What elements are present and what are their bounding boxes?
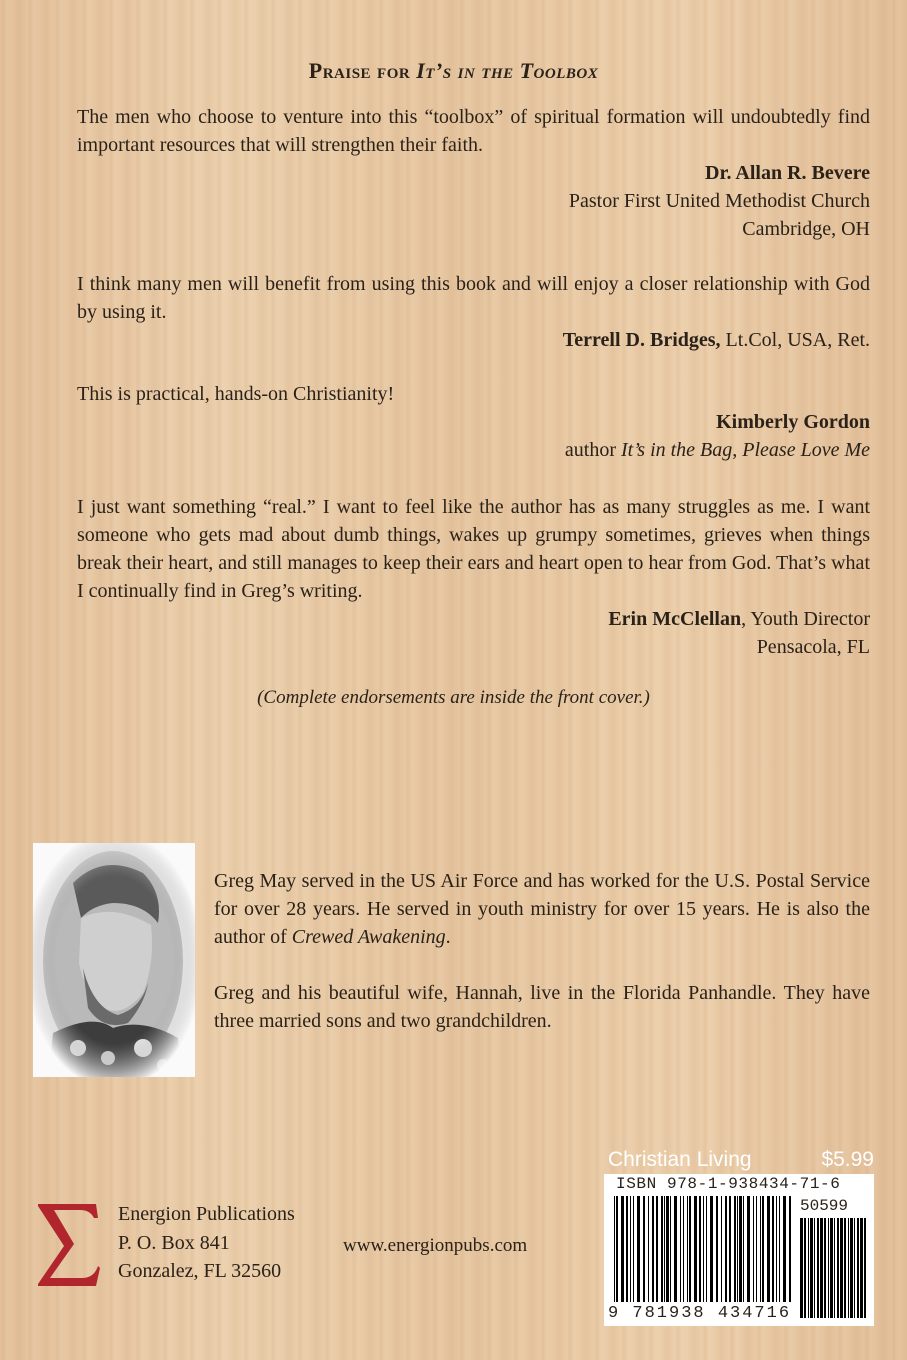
- addon-bar: [840, 1218, 843, 1318]
- addon-bar: [834, 1218, 835, 1318]
- barcode-bar: [656, 1196, 658, 1302]
- barcode-bar: [630, 1196, 631, 1302]
- bio-paragraph-2: Greg and his beautiful wife, Hannah, live in the Florida Panhandle. They have three married sons and two grandchildren.: [214, 982, 870, 1032]
- bio-book-title: Crewed Awakening: [291, 926, 446, 948]
- barcode-bar: [756, 1196, 757, 1302]
- addon-bar: [837, 1218, 839, 1318]
- endorsement-quote: I think many men will benefit from using this book and will enjoy a closer relationship with God by using it.: [77, 273, 870, 323]
- addon-bar: [850, 1218, 853, 1318]
- endorser-title: , Youth Director: [741, 608, 870, 630]
- price-label: $5.99: [821, 1148, 874, 1171]
- endorsement-quote: [77, 103, 870, 159]
- endorsements-note: (Complete endorsements are inside the front cover.): [257, 687, 650, 708]
- barcode-bar: [664, 1196, 665, 1302]
- barcode-bar: [753, 1196, 754, 1302]
- category-label: Christian Living: [608, 1148, 752, 1171]
- endorser-works-line: [77, 436, 870, 464]
- addon-bar: [810, 1218, 813, 1318]
- endorser-line: [77, 326, 870, 354]
- back-cover-heading: [0, 58, 907, 84]
- barcode-bar: [614, 1196, 615, 1302]
- endorser-location: Cambridge, OH: [742, 218, 870, 240]
- addon-bar: [808, 1218, 809, 1318]
- quote-text: The men who choose to venture into this “toolbox” of spiritual formation will undoubtedly find important resources that will strengthen their faith.: [77, 106, 870, 156]
- publisher-address-1: P. O. Box 841: [118, 1231, 230, 1254]
- retail-category-line: [608, 1147, 874, 1173]
- barcode-bar: [670, 1196, 671, 1302]
- addon-bar: [864, 1218, 866, 1318]
- endorsement-1: [77, 103, 870, 243]
- barcode-bar: [783, 1196, 786, 1302]
- barcode-bar: [760, 1196, 761, 1302]
- barcode-bar: [674, 1196, 677, 1302]
- barcode-bar: [725, 1196, 727, 1302]
- barcode-bar: [648, 1196, 649, 1302]
- barcode-bar: [616, 1196, 618, 1302]
- barcode-bar: [716, 1196, 718, 1302]
- publisher-name: Energion Publications: [118, 1203, 295, 1225]
- endorser-title: Pastor First United Methodist Church: [568, 190, 870, 212]
- barcode-bar: [710, 1196, 713, 1302]
- barcode-bar: [694, 1196, 697, 1302]
- barcode-bar: [689, 1196, 691, 1302]
- endorsement-quote: I just want something “real.” I want to feel like the author has as many struggles as me. I want someone who gets mad about dumb things, wakes up grumpy sometimes, grieves when things break their heart, and still manages to keep their ears and heart open to hear from God. That’s what I continually find in Greg’s writing.: [77, 496, 870, 602]
- bio-paragraph-1: [214, 867, 870, 951]
- bio-end: .: [445, 926, 451, 948]
- barcode-bar: [721, 1196, 722, 1302]
- barcode-digits: 9 781938 434716: [608, 1304, 792, 1323]
- barcode-bar: [729, 1196, 731, 1302]
- barcode-bar: [762, 1196, 764, 1302]
- endorser-name: Kimberly Gordon: [716, 411, 870, 433]
- endorser-name: Dr. Allan R. Bevere: [705, 162, 870, 184]
- barcode-bar: [680, 1196, 681, 1302]
- barcode-bar: [643, 1196, 645, 1302]
- barcode-bar: [699, 1196, 701, 1302]
- author-bio-2: [214, 979, 870, 1035]
- barcode-bar: [789, 1196, 791, 1302]
- addon-bar: [830, 1218, 833, 1318]
- bio-text: Greg May served in the US Air Force and has worked for the U.S. Postal Service for over 28 years. He served in youth ministry for over 15 years. He is also the author of: [214, 870, 870, 948]
- endorsement-3: [77, 380, 870, 464]
- addon-bar: [800, 1218, 803, 1318]
- endorsement-2: [77, 270, 870, 354]
- endorser-name: Erin McClellan: [608, 608, 742, 630]
- barcode-bar: [666, 1196, 669, 1302]
- endorser-works: It’s in the Bag, Please Love Me: [620, 439, 870, 461]
- barcode-bar: [621, 1196, 624, 1302]
- addon-bar: [848, 1218, 849, 1318]
- author-bio: [214, 867, 870, 951]
- addon-bar: [814, 1218, 815, 1318]
- barcode-bar: [637, 1196, 640, 1302]
- author-prefix: author: [564, 439, 621, 461]
- barcode-bar: [661, 1196, 663, 1302]
- endorser-name: Terrell D. Bridges,: [562, 329, 721, 351]
- author-photo: [33, 843, 195, 1077]
- addon-bar: [844, 1218, 846, 1318]
- endorsement-quote: This is practical, hands-on Christianity!: [77, 383, 395, 405]
- barcode-bar: [706, 1196, 707, 1302]
- barcode-bar: [779, 1196, 780, 1302]
- endorsement-4: [77, 493, 870, 661]
- publisher-info: [118, 1200, 295, 1286]
- endorser-title: Lt.Col, USA, Ret.: [720, 329, 870, 351]
- addon-bar: [820, 1218, 823, 1318]
- addon-bar: [817, 1218, 819, 1318]
- publisher-sigma-logo: [36, 1200, 100, 1288]
- heading-praise: Praise for: [308, 58, 411, 83]
- barcode-bar: [747, 1196, 750, 1302]
- barcode-bar: [776, 1196, 777, 1302]
- addon-bar: [824, 1218, 826, 1318]
- barcode-bar: [743, 1196, 744, 1302]
- addon-bar: [828, 1218, 829, 1318]
- addon-bar: [860, 1218, 863, 1318]
- publisher-website: www.energionpubs.com: [343, 1235, 528, 1256]
- addon-bar: [804, 1218, 806, 1318]
- barcode-bar: [687, 1196, 688, 1302]
- barcode-bar: [652, 1196, 654, 1302]
- barcode-bar: [739, 1196, 742, 1302]
- isbn-barcode: [604, 1174, 874, 1326]
- endorser-line: [77, 605, 870, 633]
- barcode-bar: [633, 1196, 634, 1302]
- addon-digits: 50599: [800, 1197, 849, 1215]
- publisher-address-2: Gonzalez, FL 32560: [118, 1260, 282, 1282]
- addon-bar: [857, 1218, 859, 1318]
- endorser-location: Pensacola, FL: [756, 636, 870, 658]
- barcode-bar: [737, 1196, 738, 1302]
- barcode-bar: [683, 1196, 684, 1302]
- isbn-text: ISBN 978-1-938434-71-6: [616, 1175, 841, 1193]
- barcode-bar: [703, 1196, 704, 1302]
- barcode-bar: [772, 1196, 774, 1302]
- barcode-bar: [767, 1196, 770, 1302]
- barcode-bar: [626, 1196, 628, 1302]
- addon-bar: [854, 1218, 855, 1318]
- heading-book-title: It’s in the Toolbox: [416, 58, 599, 83]
- barcode-bar: [734, 1196, 736, 1302]
